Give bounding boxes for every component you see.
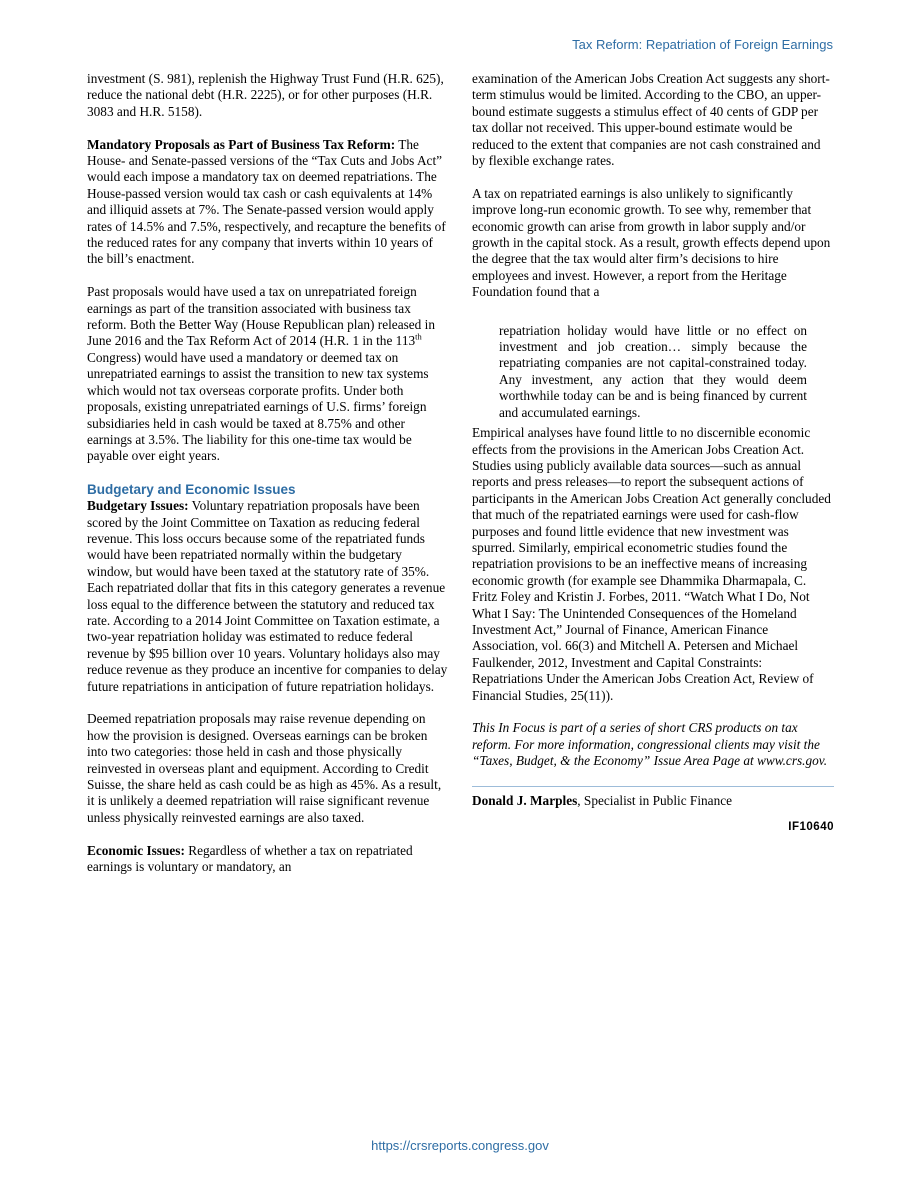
heritage-block-quote: repatriation holiday would have little or no effect on investment and job creation… simply because the repatriating companies are not capital-constrained today. Any investment, any action that they would deem worthwhile today can be and is being financed by current and accumulated earnings. [499,322,807,420]
ordinal-superscript: th [415,332,422,343]
growth-paragraph: A tax on repatriated earnings is also unlikely to significantly improve long-run economic growth. To see why, remember that economic growth can arise from growth in labor supply and/or growth in the capital stock. As a result, growth effects depend upon the degree that the tax would alter firm’s decisions to hire employees and invest. However, a report from the Heritage Foundation found that a [472,185,831,300]
footer-url-link[interactable]: https://crsreports.congress.gov [371,1138,549,1153]
section-heading-budgetary-economic: Budgetary and Economic Issues [87,482,296,498]
document-id: IF10640 [788,821,834,834]
empirical-analyses-paragraph: Empirical analyses have found little to no discernible economic effects from the provisions in the American Jobs Creation Act. Studies using publicly available data sources—such as annual reports and press releases—to report the subsequent actions of participants in the American Jobs Creation Act generally concluded that much of the repatriated earnings were used for cash-flow purposes and found little evidence that new investment was spurred. Similarly, empirical econometric studies found the repatriation provisions to be an ineffective means of increasing economic growth (for example see Dhammika Dharmapala, C. Fritz Foley and Kristin J. Forbes, 2011. “Watch What I Do, Not What I Say: The Unintended Consequences of the Homeland Investment Act,” Journal of Finance, American Finance Association, vol. 66(3) and Mitchell A. Petersen and Michael Faulkender, 2012, Investment and Capital Constraints: Repatriations Under the American Jobs Creation Act, Review of Financial Studies, 25(11)). [472,425,831,703]
mandatory-proposals-paragraph [87,137,449,268]
author-line [472,793,834,809]
past-proposals-text-a: Past proposals would have used a tax on unrepatriated foreign earnings as part of the transition associated with business tax reform. Both the Better Way (House Republican plan) released in June 2016 and the Tax Reform Act of 2014 (H.R. 1 in the 113 [87,284,435,349]
right-column [472,71,834,836]
past-proposals-paragraph [87,284,449,464]
mandatory-proposals-text: The House- and Senate-passed versions of the “Tax Cuts and Jobs Act” would each impose a mandatory tax on deemed repatriations. The House-passed version would tax cash or cash equivalents at 14% and illiquid assets at 7%. The Senate-passed version would apply rates of 14.5% and 7.5%, respectively, and recapture the benefits of the reduced rates for any company that inverts within 10 years of the bill’s enactment. [87,136,446,267]
left-column [87,71,449,892]
budgetary-issues-text: Voluntary repatriation proposals have been scored by the Joint Committee on Taxation as reducing federal revenue. This loss occurs because some of the repatriated funds would have been repatriated normally within the budgetary window, but would have been taxed at the statutory rate of 35%. Each repatriated dollar that fits in this category generates a revenue loss equal to the difference between the statutory and reduced tax rate. According to a 2014 Joint Committee on Taxation estimate, a two-year repatriation holiday was estimated to reduce federal revenue by $95 billion over 10 years. Voluntary holidays also may reduce revenue as they produce an incentive for companies to delay future repatriations in anticipation of future repatriation holidays. [87,498,448,694]
author-name: Donald J. Marples [472,793,578,809]
author-title: , Specialist in Public Finance [577,793,733,809]
budgetary-issues-paragraph [87,498,449,695]
economic-issues-paragraph [87,843,449,876]
right-continuation-paragraph: examination of the American Jobs Creation Act suggests any short-term stimulus would be limited. According to the CBO, an upper-bound estimate suggests a stimulus effect of 40 cents of GDP per tax dollar not received. This upper-bound estimate would be reduced to the extent that companies are not cash constrained and by flexible exchange rates. [472,71,830,169]
mandatory-proposals-lead: Mandatory Proposals as Part of Business Tax Reform: [87,136,396,152]
budgetary-issues-lead: Budgetary Issues: [87,498,189,514]
author-divider [472,786,834,787]
deemed-repatriation-paragraph: Deemed repatriation proposals may raise revenue depending on how the provision is designed. Overseas earnings can be broken into two categories: those held in cash and those physically reinvested in overseas plant and equipment. According to Credit Suisse, the share held as cash could be as high as 45%. As a result, it is unlikely a deemed repatriation will raise significant revenue unless physically reinvested earnings are also taxed. [87,711,442,825]
economic-issues-text: Regardless of whether a tax on repatriated earnings is voluntary or mandatory, an [87,842,413,875]
economic-issues-lead: Economic Issues: [87,842,185,858]
left-continuation-paragraph: investment (S. 981), replenish the Highway Trust Fund (H.R. 625), reduce the national debt (H.R. 2225), or for other purposes (H.R. 3083 and H.R. 5158). [87,71,444,119]
running-header-title: Tax Reform: Repatriation of Foreign Earnings [572,37,833,52]
past-proposals-text-b: Congress) would have used a mandatory or deemed tax on unrepatriated earnings to assist the transition to new tax systems which would not tax overseas corporate profits. Under both proposals, existing unrepatriated earnings of U.S. firms’ foreign subsidiaries held in cash would be taxed at 8.75% and other earnings at 3.5%. The liability for this one-time tax would be payable over eight years. [87,349,429,464]
series-note: This In Focus is part of a series of short CRS products on tax reform. For more information, congressional clients may visit the “Taxes, Budget, & the Economy” Issue Area Page at www.crs.gov. [472,720,828,769]
